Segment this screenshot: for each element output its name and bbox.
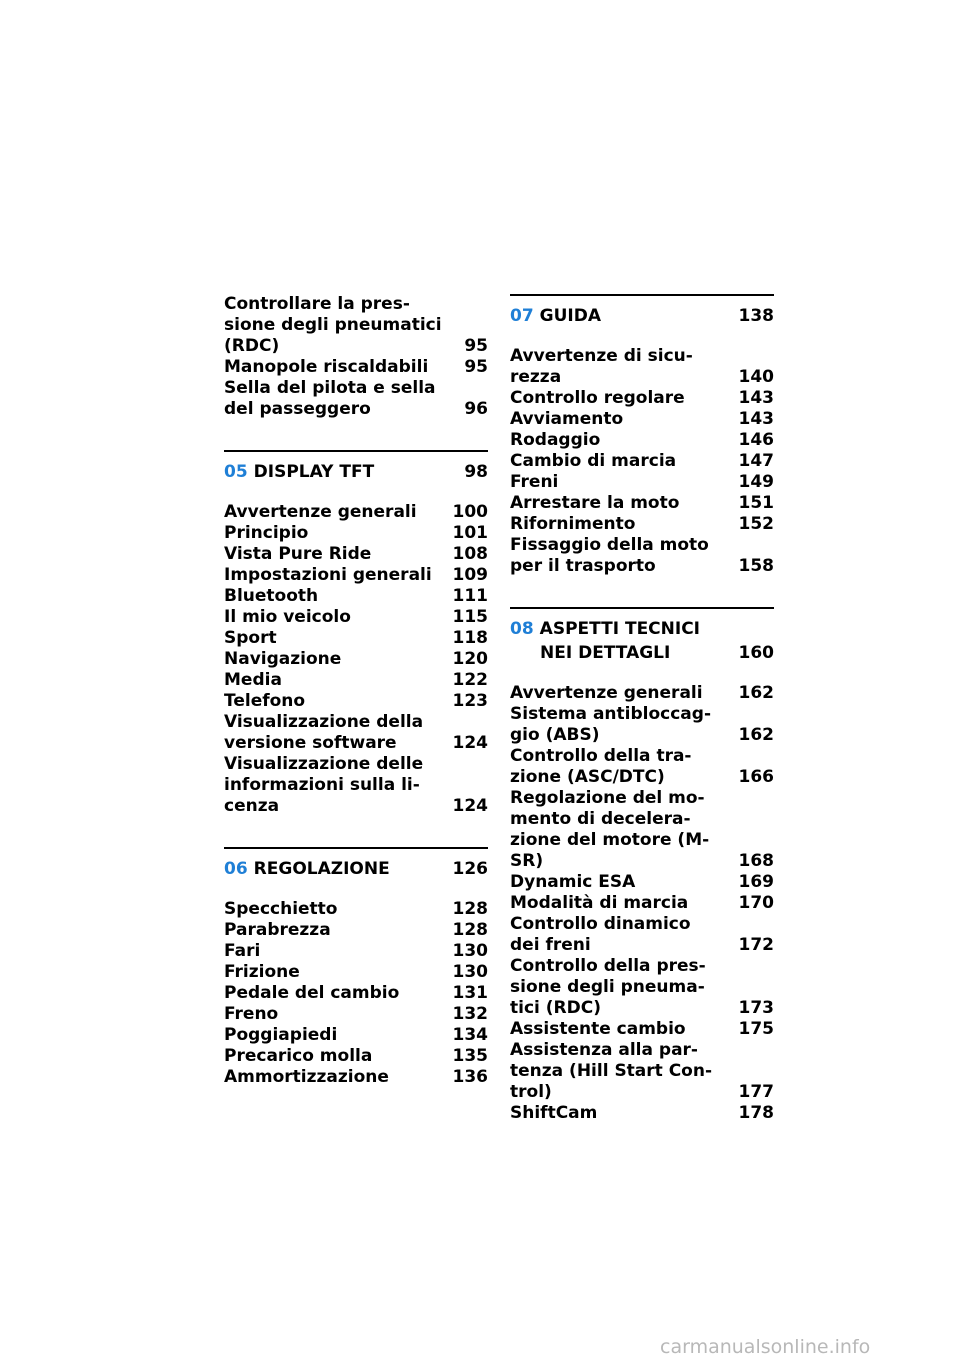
toc-entry-title [224, 1067, 453, 1088]
toc-entry-title [510, 893, 739, 914]
toc-entry-line: (RDC) [224, 336, 280, 356]
toc-page-number: 100 [452, 502, 488, 522]
toc-column-right [510, 294, 774, 1124]
toc-page-number: 158 [738, 556, 774, 576]
toc-entry-line: Assistenza alla par- [510, 1040, 698, 1060]
toc-page-number: 149 [738, 472, 774, 492]
toc-entry-title [510, 1019, 739, 1040]
section-number: 07 [510, 306, 534, 326]
toc-entry-line: ShiftCam [510, 1103, 598, 1123]
toc-entry[interactable] [224, 378, 488, 420]
toc-page-number: 169 [738, 872, 774, 892]
toc-page-number: 124 [452, 733, 488, 753]
toc-entry-line: Bluetooth [224, 586, 319, 606]
toc-entry-line: informazioni sulla li- [224, 775, 420, 795]
toc-entry[interactable] [510, 451, 774, 472]
toc-entry-line: Frizione [224, 962, 300, 982]
section-number: 08 [510, 619, 534, 639]
toc-page-number: 146 [738, 430, 774, 450]
toc-entry-title [510, 451, 739, 472]
toc-entry-line: Avvertenze generali [224, 502, 417, 522]
toc-page-number: 108 [452, 544, 488, 564]
toc-page-number: 96 [464, 399, 488, 419]
toc-entry-title [510, 493, 739, 514]
toc-entry-line: Controllo regolare [510, 388, 685, 408]
toc-entry-title [224, 294, 464, 357]
toc-entry-title [224, 899, 453, 920]
toc-page-number: 143 [738, 409, 774, 429]
toc-entry-line: Media [224, 670, 282, 690]
toc-entry-line: versione software [224, 733, 397, 753]
toc-page-number: 101 [452, 523, 488, 543]
toc-entry[interactable] [224, 523, 488, 544]
toc-entry-title [224, 1046, 453, 1067]
toc-entry-title [224, 670, 453, 691]
toc-entry-title [510, 409, 739, 430]
toc-entry-line: Principio [224, 523, 309, 543]
toc-page-number: 143 [738, 388, 774, 408]
toc-entry-line: Avviamento [510, 409, 624, 429]
section-heading[interactable] [224, 857, 488, 881]
section-title: GUIDA [539, 306, 602, 326]
toc-entry-line: zione del motore (M- [510, 830, 710, 850]
toc-entry[interactable] [224, 1025, 488, 1046]
toc-page-number: 111 [452, 586, 488, 606]
toc-entry[interactable] [510, 430, 774, 451]
toc-entry-line: tenza (Hill Start Con- [510, 1061, 713, 1081]
section-title: ASPETTI TECNICI [539, 619, 701, 639]
toc-page-number: 177 [738, 1082, 774, 1102]
toc-entry-line: per il trasporto [510, 556, 656, 576]
toc-entry[interactable] [510, 956, 774, 1019]
toc-page-number: 172 [738, 935, 774, 955]
toc-entry-line: Controllare la pres- [224, 294, 410, 314]
toc-entry-line: Sella del pilota e sella [224, 378, 436, 398]
toc-entry[interactable] [224, 962, 488, 983]
toc-entry-title [510, 1040, 739, 1103]
toc-entry-line: Sport [224, 628, 277, 648]
toc-entry-line: Pedale del cambio [224, 983, 400, 1003]
toc-entry-title [510, 788, 739, 872]
toc-entry-line: zione (ASC/DTC) [510, 767, 665, 787]
toc-entry-line: Cambio di marcia [510, 451, 677, 471]
toc-entry-line: cenza [224, 796, 280, 816]
toc-page-number: 131 [452, 983, 488, 1003]
toc-page-number: 95 [464, 336, 488, 356]
toc-entry[interactable] [224, 941, 488, 962]
toc-page-number: 130 [452, 941, 488, 961]
toc-entry-line: sione degli pneuma- [510, 977, 705, 997]
toc-page-number: 178 [738, 1103, 774, 1123]
toc-entry[interactable] [224, 294, 488, 357]
toc-entry[interactable] [224, 1067, 488, 1088]
toc-page-number: 162 [738, 725, 774, 745]
toc-entry-title [224, 920, 453, 941]
toc-page-number: 122 [452, 670, 488, 690]
toc-entry[interactable] [510, 472, 774, 493]
toc-entry-title [510, 956, 739, 1019]
toc-entry[interactable] [224, 607, 488, 628]
toc-entry[interactable] [224, 565, 488, 586]
toc-entry-line: Modalità di marcia [510, 893, 689, 913]
toc-entry-line: Sistema antibloccag- [510, 704, 712, 724]
toc-page-number: 162 [738, 683, 774, 703]
toc-entry-line: Avvertenze di sicu- [510, 346, 693, 366]
toc-entry-line: Visualizzazione delle [224, 754, 424, 774]
section-heading[interactable] [224, 460, 488, 484]
toc-entry[interactable] [510, 893, 774, 914]
toc-entry-line: Il mio veicolo [224, 607, 351, 627]
toc-entry[interactable] [224, 544, 488, 565]
toc-page-number: 120 [452, 649, 488, 669]
toc-page-number: 168 [738, 851, 774, 871]
toc-page-number: 134 [452, 1025, 488, 1045]
toc-entry-line: dei freni [510, 935, 591, 955]
toc-section [510, 607, 774, 665]
toc-entry-title [510, 514, 739, 535]
toc-page-number: 128 [452, 899, 488, 919]
toc-entry-title [224, 502, 453, 523]
toc-entry[interactable] [224, 357, 488, 378]
toc-entry-line: del passeggero [224, 399, 371, 419]
toc-entry-line: trol) [510, 1082, 552, 1102]
toc-entry-line: Ammortizzazione [224, 1067, 389, 1087]
toc-entry-line: Rodaggio [510, 430, 601, 450]
toc-page-number: 95 [464, 357, 488, 377]
toc-entry[interactable] [224, 899, 488, 920]
toc-entry-title [224, 586, 453, 607]
toc-entry-line: Dynamic ESA [510, 872, 636, 892]
toc-entry-line: Controllo della tra- [510, 746, 692, 766]
toc-page-number: 140 [738, 367, 774, 387]
toc-entry-title [224, 691, 453, 712]
toc-entry-title [224, 544, 453, 565]
toc-entry-line: sione degli pneumatici [224, 315, 442, 335]
toc-entry-line: tici (RDC) [510, 998, 601, 1018]
toc-page-number: 118 [452, 628, 488, 648]
toc-entry[interactable] [510, 535, 774, 577]
toc-entry-title [510, 683, 739, 704]
toc-entry-title [510, 704, 739, 746]
toc-entry-title [510, 535, 739, 577]
section-title: NEI DETTAGLI [540, 643, 671, 663]
toc-entry[interactable] [510, 746, 774, 788]
toc-entry[interactable] [224, 983, 488, 1004]
toc-entry-title [224, 962, 453, 983]
toc-entry[interactable] [510, 388, 774, 409]
toc-entry-title [224, 523, 453, 544]
toc-entry-line: Visualizzazione della [224, 712, 424, 732]
toc-entry-line: Poggiapiedi [224, 1025, 338, 1045]
toc-entry-title [510, 346, 739, 388]
toc-page-number: 175 [738, 1019, 774, 1039]
toc-page-number: 166 [738, 767, 774, 787]
toc-entry-line: Navigazione [224, 649, 342, 669]
toc-entry-line: Fari [224, 941, 261, 961]
toc-entry-line: Precarico molla [224, 1046, 373, 1066]
toc-entry[interactable] [224, 649, 488, 670]
toc-entry-title [224, 1004, 453, 1025]
toc-entry-line: mento di decelera- [510, 809, 691, 829]
toc-page-number: 132 [452, 1004, 488, 1024]
toc-page-number: 115 [452, 607, 488, 627]
section-title: REGOLAZIONE [253, 859, 390, 879]
toc-section [224, 450, 488, 484]
toc-entry[interactable] [224, 628, 488, 649]
toc-entry-title [510, 472, 739, 493]
toc-entry-title [224, 712, 453, 754]
section-heading[interactable] [510, 617, 774, 665]
section-page-number: 160 [738, 643, 774, 663]
toc-page-number: 147 [738, 451, 774, 471]
toc-entry-line: gio (ABS) [510, 725, 600, 745]
toc-entry[interactable] [510, 872, 774, 893]
toc-page-number: 152 [738, 514, 774, 534]
toc-page-number: 136 [452, 1067, 488, 1087]
toc-entry-line: Parabrezza [224, 920, 331, 940]
toc-entry-line: Manopole riscaldabili [224, 357, 429, 377]
toc-entry-line: Vista Pure Ride [224, 544, 372, 564]
toc-entry[interactable] [224, 691, 488, 712]
toc-entry-title [224, 754, 453, 817]
toc-entry[interactable] [510, 1040, 774, 1103]
toc-entry[interactable] [224, 712, 488, 754]
section-number: 05 [224, 462, 248, 482]
toc-entry[interactable] [224, 586, 488, 607]
toc-entry-line: Rifornimento [510, 514, 636, 534]
toc-entry-title [224, 649, 453, 670]
toc-page-number: 124 [452, 796, 488, 816]
toc-entry[interactable] [510, 409, 774, 430]
toc-entry[interactable] [510, 346, 774, 388]
toc-entry-title [510, 746, 739, 788]
toc-entry[interactable] [224, 920, 488, 941]
toc-entry-title [224, 607, 453, 628]
toc-entry-title [510, 1103, 739, 1124]
section-heading[interactable] [510, 304, 774, 328]
toc-entry[interactable] [224, 670, 488, 691]
toc-section [224, 847, 488, 881]
toc-entry[interactable] [224, 754, 488, 817]
toc-page-number: 123 [452, 691, 488, 711]
toc-entry-line: Specchietto [224, 899, 338, 919]
toc-entry-title [224, 378, 464, 420]
toc-entry[interactable] [510, 514, 774, 535]
toc-page-number: 109 [452, 565, 488, 585]
toc-entry-line: Freni [510, 472, 559, 492]
toc-entry[interactable] [224, 1004, 488, 1025]
toc-entry-line: Assistente cambio [510, 1019, 686, 1039]
toc-entry-title [510, 914, 739, 956]
section-title: DISPLAY TFT [253, 462, 375, 482]
toc-page-number: 135 [452, 1046, 488, 1066]
toc-entry-line: SR) [510, 851, 544, 871]
toc-entry-title [224, 983, 453, 1004]
toc-entry-line: Impostazioni generali [224, 565, 432, 585]
toc-entry[interactable] [510, 493, 774, 514]
toc-entry[interactable] [510, 704, 774, 746]
toc-entry-line: Regolazione del mo- [510, 788, 705, 808]
toc-entry-title [224, 1025, 453, 1046]
toc-entry-line: rezza [510, 367, 562, 387]
toc-entry-line: Fissaggio della moto [510, 535, 709, 555]
toc-entry[interactable] [510, 683, 774, 704]
toc-entry-title [224, 628, 453, 649]
toc-entry[interactable] [510, 1103, 774, 1124]
section-page-number: 138 [738, 306, 774, 326]
toc-page-number: 170 [738, 893, 774, 913]
toc-entry-title [510, 872, 739, 893]
toc-page-number: 151 [738, 493, 774, 513]
toc-page-number: 130 [452, 962, 488, 982]
toc-page-number: 128 [452, 920, 488, 940]
toc-entry[interactable] [510, 914, 774, 956]
toc-entry-line: Arrestare la moto [510, 493, 680, 513]
toc-column-left [224, 294, 488, 1088]
toc-entry[interactable] [510, 1019, 774, 1040]
toc-entry[interactable] [224, 502, 488, 523]
toc-entry-title [224, 357, 464, 378]
toc-page-number: 173 [738, 998, 774, 1018]
toc-entry-line: Telefono [224, 691, 306, 711]
toc-entry[interactable] [510, 788, 774, 872]
section-page-number: 126 [452, 859, 488, 879]
toc-entry-title [224, 565, 453, 586]
toc-entry-line: Freno [224, 1004, 279, 1024]
toc-entry-title [510, 430, 739, 451]
toc-entry-line: Controllo dinamico [510, 914, 691, 934]
section-number: 06 [224, 859, 248, 879]
section-page-number: 98 [464, 462, 488, 482]
toc-entry-line: Avvertenze generali [510, 683, 703, 703]
toc-entry[interactable] [224, 1046, 488, 1067]
watermark: carmanualsonline.info [660, 1336, 871, 1358]
toc-entry-title [224, 941, 453, 962]
toc-entry-line: Controllo della pres- [510, 956, 706, 976]
toc-entry-title [510, 388, 739, 409]
toc-section [510, 294, 774, 328]
